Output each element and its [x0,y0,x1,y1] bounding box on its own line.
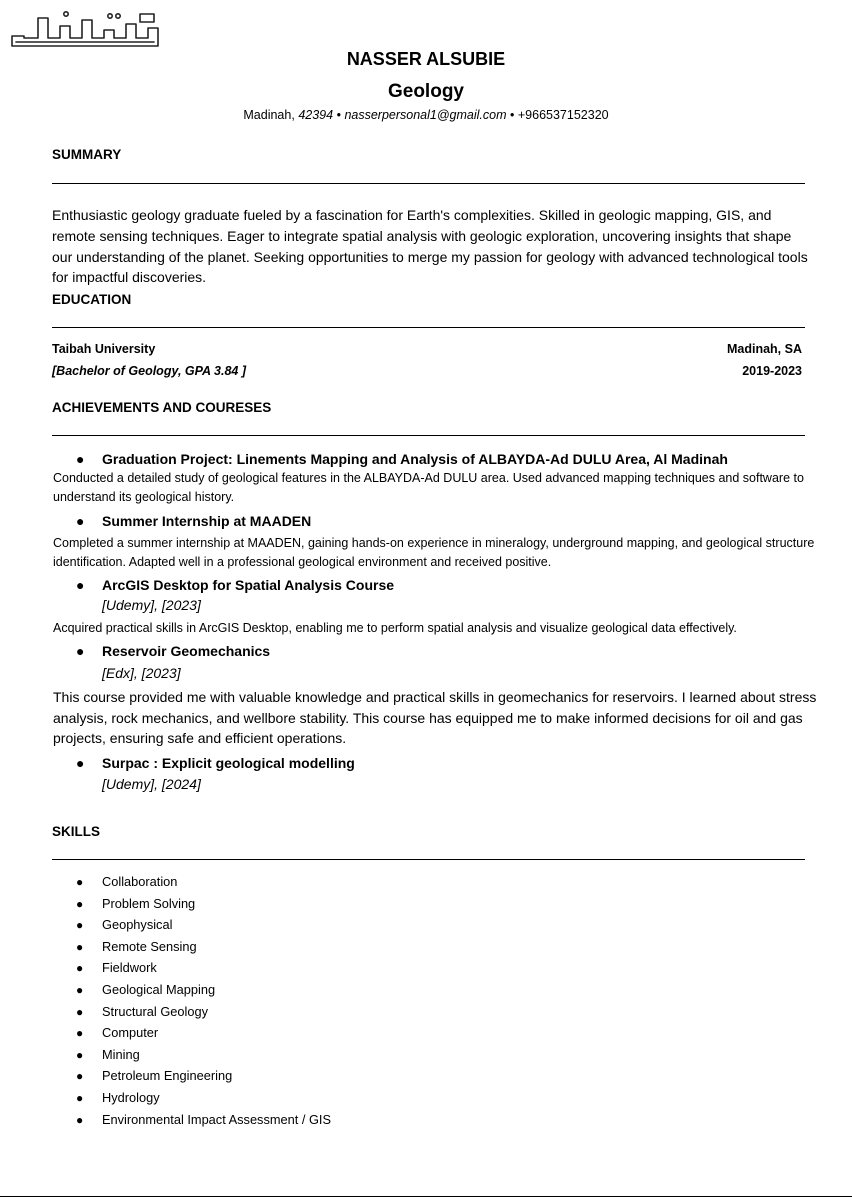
skill-item [76,1065,331,1087]
bullet-icon: ● [76,643,85,659]
achievement-source: [Udemy], [2023] [102,597,201,613]
bullet-icon: ● [76,1026,84,1041]
skill-item [76,1087,331,1109]
skill-label: Hydrology [102,1089,160,1105]
skill-label: Petroleum Engineering [102,1068,233,1084]
contact-zip: 42394 [298,108,334,122]
bullet-icon: ● [76,513,85,529]
bullet-icon: ● [76,1069,84,1084]
bullet-icon: ● [76,939,84,954]
skill-label: Fieldwork [102,960,157,976]
contact-line [0,107,852,124]
achievement-title: Reservoir Geomechanics [102,643,271,659]
bullet-icon: ● [76,1004,84,1019]
section-divider [52,327,805,328]
achievement-description: Conducted a detailed study of geological features in the ALBAYDA-Ad DULU area. Used advanced mapping techniques and software to understand its geological history. [53,471,804,504]
skill-label: Geophysical [102,917,173,933]
watermark-logo [8,6,168,52]
summary-heading: SUMMARY [52,147,122,162]
skill-item [76,936,331,958]
skill-item [76,1109,331,1131]
skill-label: Mining [102,1046,140,1062]
section-divider [52,435,805,436]
skill-label: Environmental Impact Assessment / GIS [102,1111,332,1127]
achievement-description: Acquired practical skills in ArcGIS Desktop, enabling me to perform spatial analysis and visualize geological data effectively. [53,621,737,635]
education-degree: [Bachelor of Geology, GPA 3.84 ] [52,364,247,378]
skill-item [76,957,331,979]
skills-list [76,871,331,1130]
achievement-source: [Edx], [2023] [102,665,181,681]
bullet-icon: ● [76,1047,84,1062]
bullet-icon: ● [76,451,85,467]
summary-text: Enthusiastic geology graduate fueled by a fascination for Earth's complexities. Skilled in geologic mapping, GIS, and remote sensing techniques. Eager to integrate spatial analysis with geologic exploration, uncovering insights that shape our understanding of the planet. Seeking opportunities to merge my passion for geology with advanced technological tools for impactful discoveries. [52,207,808,286]
section-divider [52,183,805,184]
skill-item [76,871,331,893]
contact-separator: • [510,108,515,122]
skill-item [76,893,331,915]
skill-label: Problem Solving [102,895,196,911]
achievement-source: [Udemy], [2024] [102,776,201,792]
achievement-description: This course provided me with valuable knowledge and practical skills in geomechanics for reservoirs. I learned about stress analysis, rock mechanics, and wellbore stability. This course has equipped me to make informed decisions for oil and gas projects, ensuring safe and efficient operations. [53,689,817,746]
skill-label: Geological Mapping [102,981,216,997]
bullet-icon: ● [76,1112,84,1127]
skill-label: Collaboration [102,874,178,889]
skill-label: Structural Geology [102,1003,208,1019]
bullet-icon: ● [76,755,85,771]
achievement-title: Summer Internship at MAADEN [102,513,312,529]
candidate-name: NASSER ALSUBIE [346,49,506,69]
skill-item [76,1001,331,1023]
education-location: Madinah, SA [726,342,802,356]
contact-separator: • [336,108,341,122]
education-school: Taibah University [52,342,156,356]
bullet-icon: ● [76,875,84,889]
bullet-icon: ● [76,961,84,976]
achievements-heading: ACHIEVEMENTS AND COURESES [52,400,272,415]
skills-heading: SKILLS [52,824,101,839]
achievement-title: ArcGIS Desktop for Spatial Analysis Course [102,577,395,593]
bullet-icon: ● [76,918,84,933]
skill-item [76,1022,331,1044]
contact-phone: +966537152320 [517,108,609,122]
bullet-icon: ● [76,896,84,911]
skill-item [76,979,331,1001]
page-bottom-edge [0,1196,852,1197]
contact-city: Madinah, [243,108,295,122]
bullet-icon: ● [76,982,84,997]
achievement-title: Surpac : Explicit geological modelling [102,755,355,771]
skill-label: Remote Sensing [102,938,197,954]
candidate-title: Geology [387,81,464,102]
contact-email[interactable]: nasserpersonal1@gmail.com [344,108,507,122]
section-divider [52,859,805,860]
bullet-icon: ● [76,577,85,593]
education-years: 2019-2023 [742,364,802,378]
skill-item [76,914,331,936]
education-heading: EDUCATION [52,292,132,307]
bullet-icon: ● [76,1090,84,1105]
achievement-description: Completed a summer internship at MAADEN, gaining hands-on experience in mineralogy, underground mapping, and geological structure identification. Adapted well in a professional geological environment and received positive. [53,536,815,569]
skill-item [76,1044,331,1066]
skill-label: Computer [102,1025,159,1041]
achievement-title: Graduation Project: Linements Mapping and Analysis of ALBAYDA-Ad DULU Area, Al Madinah [102,451,728,467]
